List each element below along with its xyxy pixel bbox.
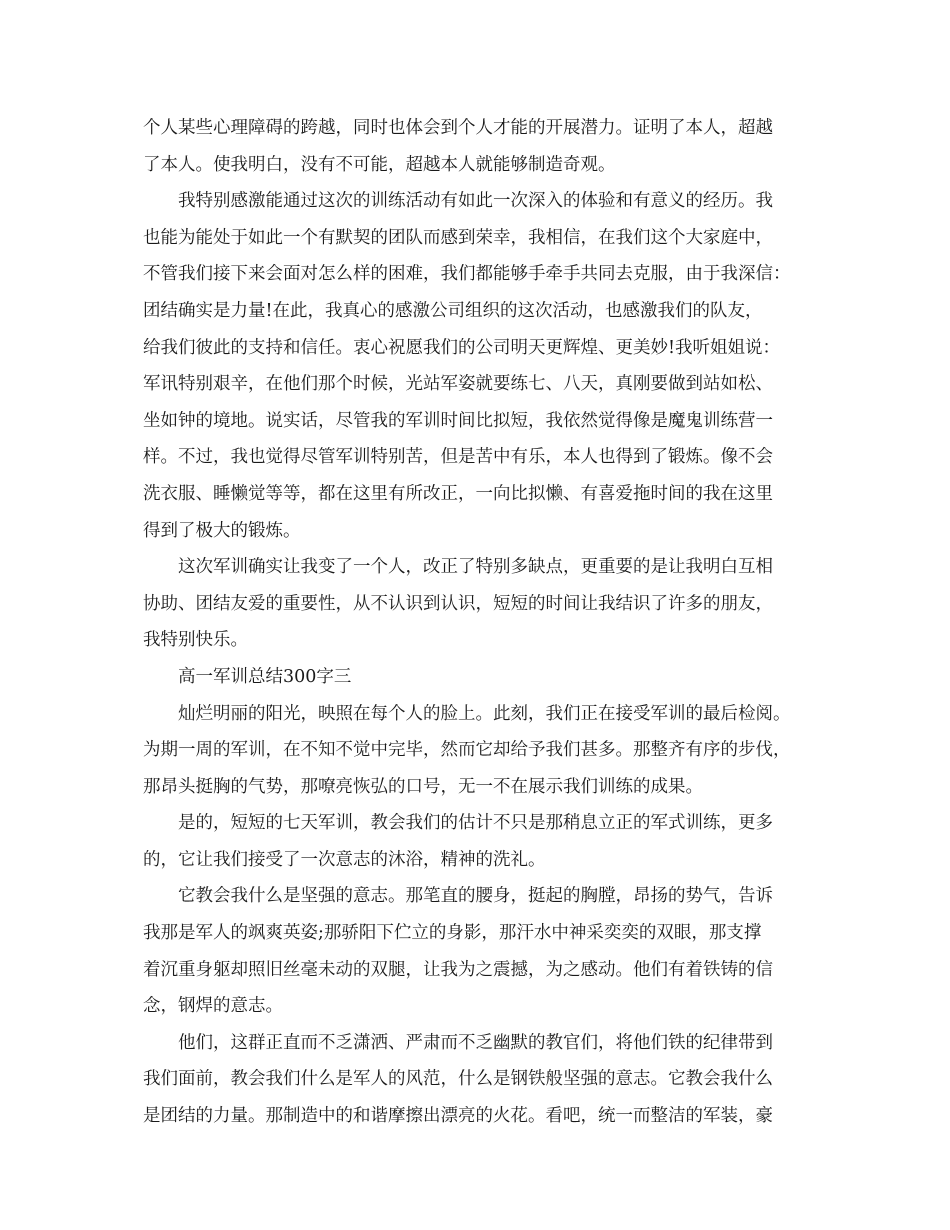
text-line: 它教会我什么是坚强的意志。那笔直的腰身，挺起的胸膛，昂扬的势气，告诉: [178, 886, 773, 907]
text-line: 这次军训确实让我变了一个人，改正了特别多缺点，更重要的是让我明白互相: [178, 557, 773, 578]
text-line: 得到了极大的锻炼。: [143, 520, 301, 541]
text-line: 的，它让我们接受了一次意志的沐浴，精神的洗礼。: [143, 849, 546, 870]
text-line: 那昂头挺胸的气势，那嘹亮恢弘的口号，无一不在展示我们训练的成果。: [143, 776, 703, 797]
text-line: 我那是军人的飒爽英姿;那骄阳下伫立的身影，那汗水中神采奕奕的双眼，那支撑: [143, 923, 762, 944]
text-line: 不管我们接下来会面对怎么样的困难，我们都能够手牵手共同去克服，由于我深信：: [143, 264, 791, 285]
text-line: 着沉重身躯却照旧丝毫未动的双腿，让我为之震撼，为之感动。他们有着铁铸的信: [143, 959, 773, 980]
text-line: 灿烂明丽的阳光，映照在每个人的脸上。此刻，我们正在接受军训的最后检阅。: [178, 703, 791, 724]
text-line: 是的，短短的七天军训，教会我们的估计不只是那稍息立正的军式训练，更多: [178, 813, 773, 834]
text-line: 了本人。使我明白，没有不可能，超越本人就能够制造奇观。: [143, 154, 616, 175]
text-line: 给我们彼此的支持和信任。衷心祝愿我们的公司明天更辉煌、更美妙!我听姐姐说：: [143, 337, 781, 358]
text-line: 我特别感激能通过这次的训练活动有如此一次深入的体验和有意义的经历。我: [178, 191, 773, 212]
text-line: 高一军训总结300字三: [178, 666, 352, 687]
text-line: 念，钢焊的意志。: [143, 996, 283, 1017]
text-line: 我特别快乐。: [143, 630, 248, 651]
text-line: 他们，这群正直而不乏潇洒、严肃而不乏幽默的教官们，将他们铁的纪律带到: [178, 1032, 773, 1053]
text-line: 是团结的力量。那制造中的和谐摩擦出漂亮的火花。看吧，统一而整洁的军装，豪: [143, 1106, 773, 1127]
text-line: 为期一周的军训，在不知不觉中完毕，然而它却给予我们甚多。那整齐有序的步伐，: [143, 740, 791, 761]
text-line: 样。不过，我也觉得尽管军训特别苦，但是苦中有乐，本人也得到了锻炼。像不会: [143, 447, 773, 468]
text-line: 军讯特别艰辛，在他们那个时候，光站军姿就要练七、八天，真刚要做到站如松、: [143, 374, 773, 395]
text-line: 我们面前，教会我们什么是军人的风范，什么是钢铁般坚强的意志。它教会我什么: [143, 1069, 773, 1090]
text-line: 也能为能处于如此一个有默契的团队而感到荣幸，我相信，在我们这个大家庭中，: [143, 227, 773, 248]
text-line: 坐如钟的境地。说实话，尽管我的军训时间比拟短，我依然觉得像是魔鬼训练营一: [143, 410, 773, 431]
text-line: 个人某些心理障碍的跨越，同时也体会到个人才能的开展潜力。证明了本人，超越: [143, 118, 773, 138]
text-line: 协助、团结友爱的重要性，从不认识到认识，短短的时间让我结识了许多的朋友，: [143, 593, 773, 614]
text-line: 洗衣服、睡懒觉等等，都在这里有所改正，一向比拟懒、有喜爱拖时间的我在这里: [143, 483, 773, 504]
text-line: 团结确实是力量!在此，我真心的感激公司组织的这次活动，也感激我们的队友，: [143, 300, 763, 321]
document-body: [143, 110, 823, 1135]
